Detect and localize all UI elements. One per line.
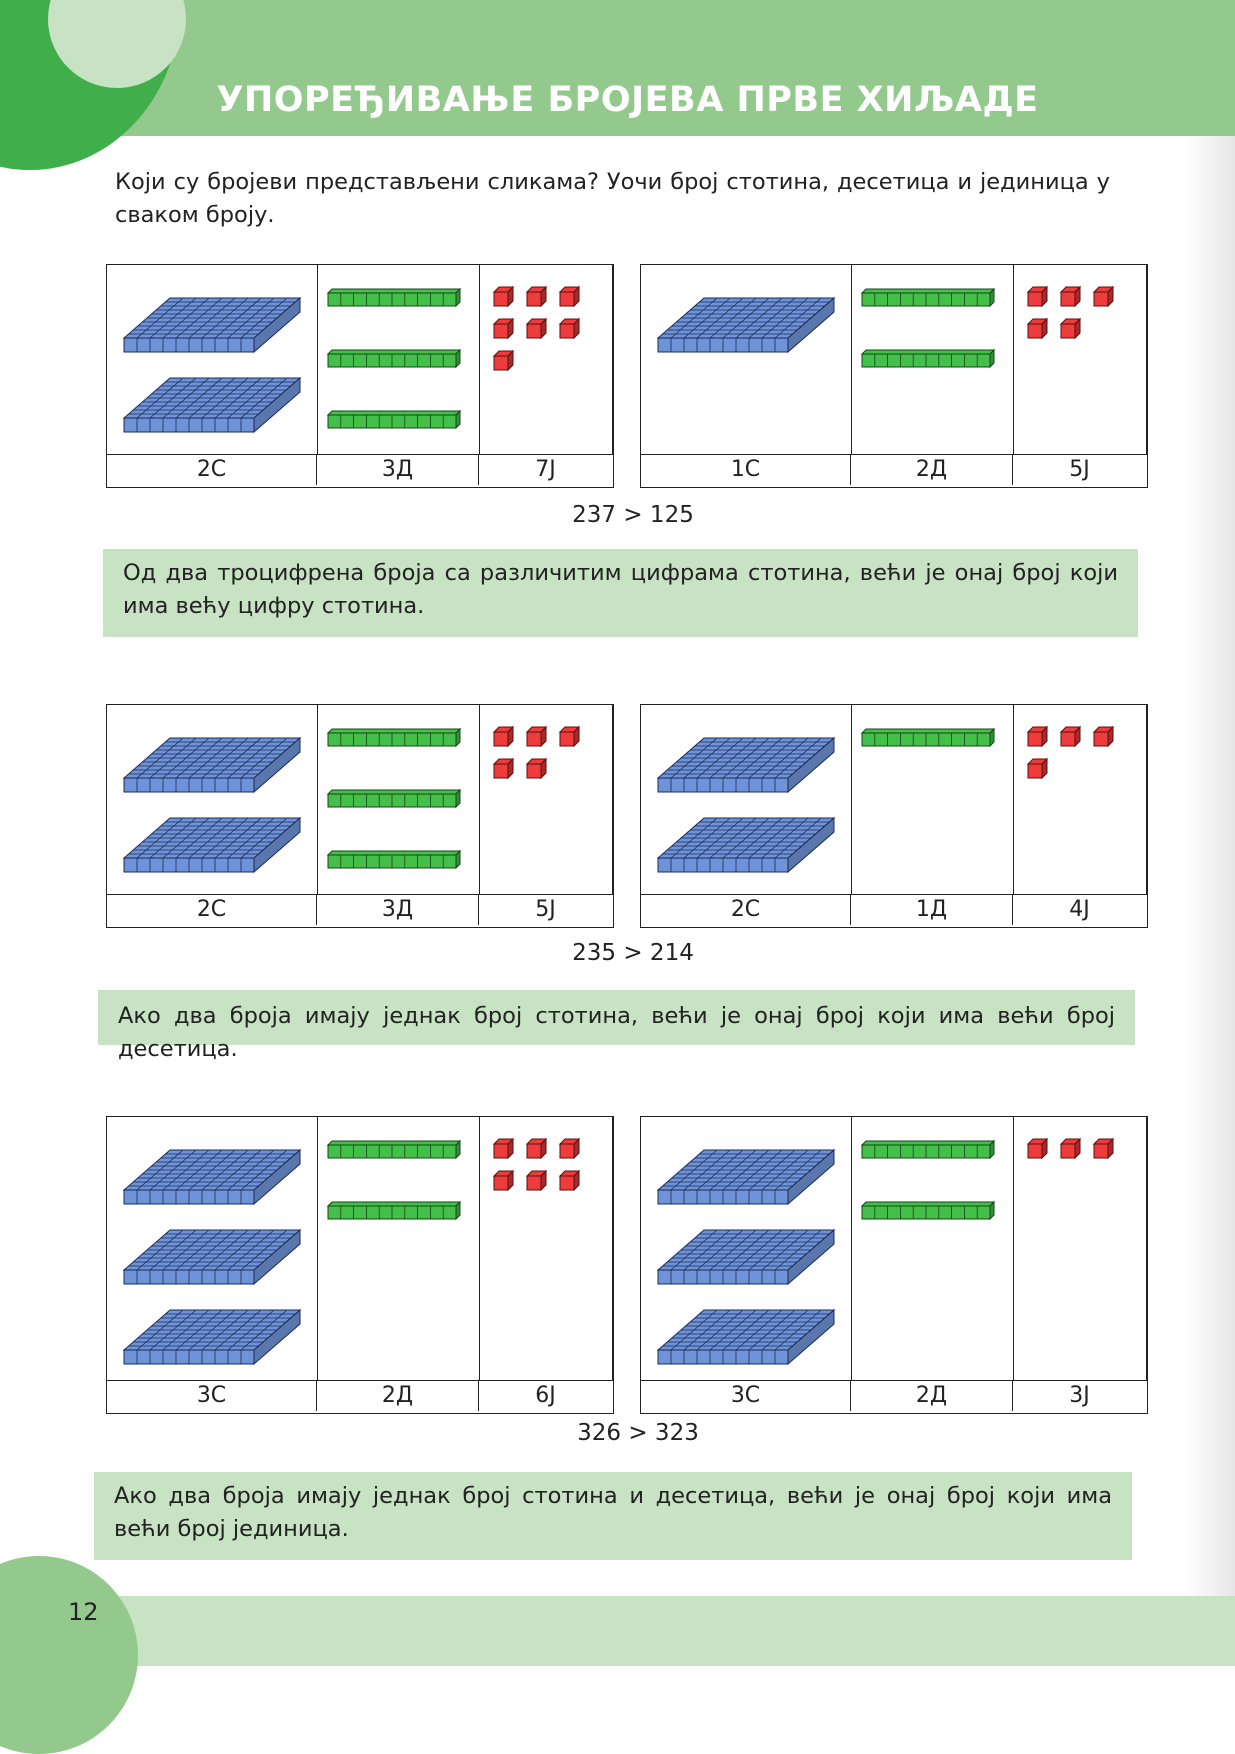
ones-cube (560, 1139, 579, 1158)
tens-rod (862, 350, 994, 367)
ones-cube (527, 319, 546, 338)
ones-cube (494, 1139, 513, 1158)
ones-label: 6Ј (535, 1383, 556, 1408)
comparison-statement: 237 > 125 (572, 502, 694, 528)
ones-cube (527, 727, 546, 746)
comparison-statement: 326 > 323 (577, 1420, 699, 1446)
hundreds-label: 2С (107, 895, 317, 925)
ones-cube (1061, 319, 1080, 338)
ones-cube (1094, 727, 1113, 746)
ones-cube (1061, 1139, 1080, 1158)
hundreds-label: 3С (107, 1381, 317, 1411)
ones-cube (527, 1139, 546, 1158)
hundreds-flat (658, 298, 834, 352)
ones-cube (527, 1171, 546, 1190)
hundreds-flat (658, 738, 834, 792)
hundreds-label: 3С (641, 1381, 851, 1411)
ones-cube (560, 287, 579, 306)
tens-label: 2Д (851, 455, 1013, 485)
footer-bar (0, 1596, 1235, 1666)
ones-cube (560, 319, 579, 338)
tens-label: 2Д (317, 1381, 479, 1411)
ones-cube (1028, 1139, 1047, 1158)
ones-cube (494, 727, 513, 746)
tens-rod (862, 1202, 994, 1219)
tens-rod (862, 289, 994, 306)
rule-box: Од два троцифрена броја са различитим цифрама стотина, већи је онај број који има већу цифру стотина. (103, 549, 1138, 637)
hundreds-flat (124, 378, 300, 432)
hundreds-flat (124, 818, 300, 872)
hundreds-label: 2С (641, 895, 851, 925)
tens-label: 3Д (317, 895, 479, 925)
hundreds-flat (124, 298, 300, 352)
hundreds-flat (658, 1150, 834, 1204)
ones-label: 5Ј (1069, 457, 1090, 482)
tens-rod (328, 1202, 460, 1219)
hundreds-flat (124, 738, 300, 792)
ones-cube (1028, 759, 1047, 778)
ones-cube (494, 1171, 513, 1190)
hundreds-flat (124, 1150, 300, 1204)
ones-cube (560, 727, 579, 746)
ones-cube (527, 287, 546, 306)
ones-cube (494, 287, 513, 306)
ones-cube (1028, 727, 1047, 746)
page-number: 12 (68, 1598, 99, 1626)
ones-cube (494, 351, 513, 370)
tens-label: 2Д (851, 1381, 1013, 1411)
tens-label: 3Д (317, 455, 479, 485)
ones-label: 4Ј (1069, 897, 1090, 922)
hundreds-flat (124, 1310, 300, 1364)
hundreds-label: 1С (641, 455, 851, 485)
ones-cube (560, 1171, 579, 1190)
ones-cube (1061, 727, 1080, 746)
tens-rod (328, 289, 460, 306)
ones-cube (1028, 287, 1047, 306)
ones-cube (1094, 287, 1113, 306)
ones-label: 5Ј (535, 897, 556, 922)
ones-cube (494, 759, 513, 778)
ones-cube (527, 759, 546, 778)
ones-cube (1094, 1139, 1113, 1158)
hundreds-flat (658, 1230, 834, 1284)
ones-label: 3Ј (1069, 1383, 1090, 1408)
ones-cube (1028, 319, 1047, 338)
ones-label: 7Ј (535, 457, 556, 482)
hundreds-flat (124, 1230, 300, 1284)
comparison-statement: 235 > 214 (572, 940, 694, 966)
tens-rod (862, 1141, 994, 1158)
tens-rod (328, 411, 460, 428)
page-title: УПОРЕЂИВАЊЕ БРОЈЕВА ПРВЕ ХИЉАДЕ (216, 80, 1039, 120)
hundreds-flat (658, 1310, 834, 1364)
ones-cube (494, 319, 513, 338)
ones-cube (1061, 287, 1080, 306)
tens-rod (328, 851, 460, 868)
intro-question: Који су бројеви представљени сликама? Уочи број стотина, десетица и јединица у сваком броју. (115, 169, 1110, 228)
tens-rod (328, 350, 460, 367)
hundreds-flat (658, 818, 834, 872)
tens-label: 1Д (851, 895, 1013, 925)
tens-rod (328, 1141, 460, 1158)
hundreds-label: 2С (107, 455, 317, 485)
tens-rod (328, 729, 460, 746)
tens-rod (862, 729, 994, 746)
rule-box: Ако два броја имају једнак број стотина, већи је онај број који има већи број десетица. (98, 990, 1135, 1045)
tens-rod (328, 790, 460, 807)
rule-box: Ако два броја имају једнак број стотина и десетица, већи је онај број који има већи број јединица. (94, 1472, 1132, 1560)
